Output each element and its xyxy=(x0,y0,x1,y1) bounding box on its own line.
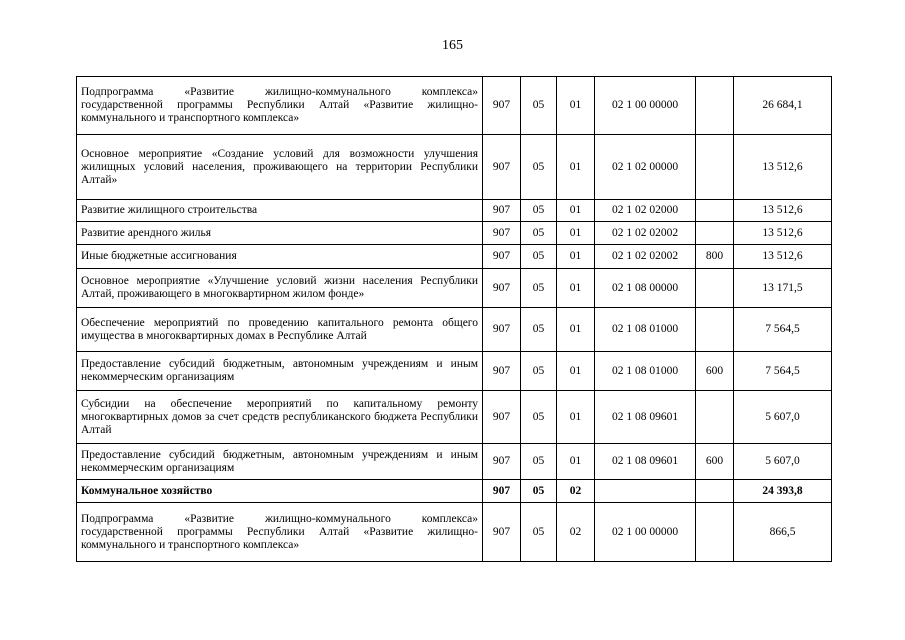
amount: 7 564,5 xyxy=(734,352,832,391)
subsection-code: 01 xyxy=(557,245,595,269)
row-name: Подпрограмма «Развитие жилищно-коммунального комплекса» государственной программы Республики Алтай «Развитие жилищно-коммунального и транспортного комплекса» xyxy=(77,503,483,562)
subsection-code: 01 xyxy=(557,77,595,135)
target-article-code: 02 1 02 00000 xyxy=(595,135,696,200)
expense-type-code xyxy=(696,269,734,308)
section-code: 05 xyxy=(521,245,557,269)
amount: 13 512,6 xyxy=(734,222,832,245)
amount: 13 171,5 xyxy=(734,269,832,308)
row-name: Коммунальное хозяйство xyxy=(77,480,483,503)
amount: 7 564,5 xyxy=(734,308,832,352)
section-code: 05 xyxy=(521,308,557,352)
expense-type-code: 600 xyxy=(696,352,734,391)
amount: 26 684,1 xyxy=(734,77,832,135)
expense-type-code xyxy=(696,503,734,562)
table-row xyxy=(77,135,832,200)
target-article-code: 02 1 00 00000 xyxy=(595,77,696,135)
row-name: Основное мероприятие «Создание условий для возможности улучшения жилищных условий населения, проживающего на территории Республики Алтай» xyxy=(77,135,483,200)
target-article-code: 02 1 02 02002 xyxy=(595,222,696,245)
subsection-code: 01 xyxy=(557,352,595,391)
table-row xyxy=(77,200,832,222)
row-name: Подпрограмма «Развитие жилищно-коммунального комплекса» государственной программы Республики Алтай «Развитие жилищно-коммунального и транспортного комплекса» xyxy=(77,77,483,135)
amount: 13 512,6 xyxy=(734,200,832,222)
subsection-code: 01 xyxy=(557,135,595,200)
subsection-code: 01 xyxy=(557,444,595,480)
page-number: 165 xyxy=(442,38,463,53)
subsection-code: 02 xyxy=(557,503,595,562)
amount: 866,5 xyxy=(734,503,832,562)
ministry-code: 907 xyxy=(483,245,521,269)
expense-type-code xyxy=(696,480,734,503)
section-code: 05 xyxy=(521,222,557,245)
ministry-code: 907 xyxy=(483,352,521,391)
table-row xyxy=(77,222,832,245)
section-code: 05 xyxy=(521,480,557,503)
ministry-code: 907 xyxy=(483,269,521,308)
section-code: 05 xyxy=(521,135,557,200)
table-row xyxy=(77,480,832,503)
section-code: 05 xyxy=(521,77,557,135)
table-row xyxy=(77,269,832,308)
ministry-code: 907 xyxy=(483,77,521,135)
section-code: 05 xyxy=(521,444,557,480)
section-code: 05 xyxy=(521,391,557,444)
ministry-code: 907 xyxy=(483,222,521,245)
ministry-code: 907 xyxy=(483,391,521,444)
target-article-code: 02 1 00 00000 xyxy=(595,503,696,562)
target-article-code: 02 1 08 09601 xyxy=(595,444,696,480)
target-article-code: 02 1 02 02002 xyxy=(595,245,696,269)
row-name: Основное мероприятие «Улучшение условий жизни населения Республики Алтай, проживающего в многоквартирном жилом фонде» xyxy=(77,269,483,308)
subsection-code: 01 xyxy=(557,222,595,245)
ministry-code: 907 xyxy=(483,503,521,562)
ministry-code: 907 xyxy=(483,135,521,200)
expense-type-code xyxy=(696,308,734,352)
table-row xyxy=(77,391,832,444)
expense-type-code xyxy=(696,222,734,245)
amount: 5 607,0 xyxy=(734,444,832,480)
ministry-code: 907 xyxy=(483,308,521,352)
table-row xyxy=(77,245,832,269)
table-row xyxy=(77,503,832,562)
amount: 5 607,0 xyxy=(734,391,832,444)
section-code: 05 xyxy=(521,269,557,308)
subsection-code: 01 xyxy=(557,269,595,308)
ministry-code: 907 xyxy=(483,200,521,222)
section-code: 05 xyxy=(521,200,557,222)
row-name: Субсидии на обеспечение мероприятий по капитальному ремонту многоквартирных домов за счет средств республиканского бюджета Республики Алтай xyxy=(77,391,483,444)
amount: 13 512,6 xyxy=(734,135,832,200)
row-name: Развитие арендного жилья xyxy=(77,222,483,245)
expense-type-code xyxy=(696,391,734,444)
subsection-code: 01 xyxy=(557,308,595,352)
amount: 24 393,8 xyxy=(734,480,832,503)
subsection-code: 01 xyxy=(557,391,595,444)
target-article-code: 02 1 02 02000 xyxy=(595,200,696,222)
expense-type-code: 600 xyxy=(696,444,734,480)
row-name: Предоставление субсидий бюджетным, автономным учреждениям и иным некоммерческим организациям xyxy=(77,444,483,480)
row-name: Предоставление субсидий бюджетным, автономным учреждениям и иным некоммерческим организациям xyxy=(77,352,483,391)
subsection-code: 02 xyxy=(557,480,595,503)
subsection-code: 01 xyxy=(557,200,595,222)
section-code: 05 xyxy=(521,352,557,391)
target-article-code: 02 1 08 00000 xyxy=(595,269,696,308)
row-name: Обеспечение мероприятий по проведению капитального ремонта общего имущества в многоквартирных домах в Республике Алтай xyxy=(77,308,483,352)
expense-type-code: 800 xyxy=(696,245,734,269)
table-row xyxy=(77,308,832,352)
table-row xyxy=(77,77,832,135)
target-article-code: 02 1 08 09601 xyxy=(595,391,696,444)
amount: 13 512,6 xyxy=(734,245,832,269)
ministry-code: 907 xyxy=(483,480,521,503)
row-name: Развитие жилищного строительства xyxy=(77,200,483,222)
expense-type-code xyxy=(696,135,734,200)
table-row xyxy=(77,352,832,391)
target-article-code: 02 1 08 01000 xyxy=(595,308,696,352)
target-article-code xyxy=(595,480,696,503)
budget-table xyxy=(76,76,832,562)
target-article-code: 02 1 08 01000 xyxy=(595,352,696,391)
row-name: Иные бюджетные ассигнования xyxy=(77,245,483,269)
table-row xyxy=(77,444,832,480)
ministry-code: 907 xyxy=(483,444,521,480)
expense-type-code xyxy=(696,77,734,135)
section-code: 05 xyxy=(521,503,557,562)
expense-type-code xyxy=(696,200,734,222)
